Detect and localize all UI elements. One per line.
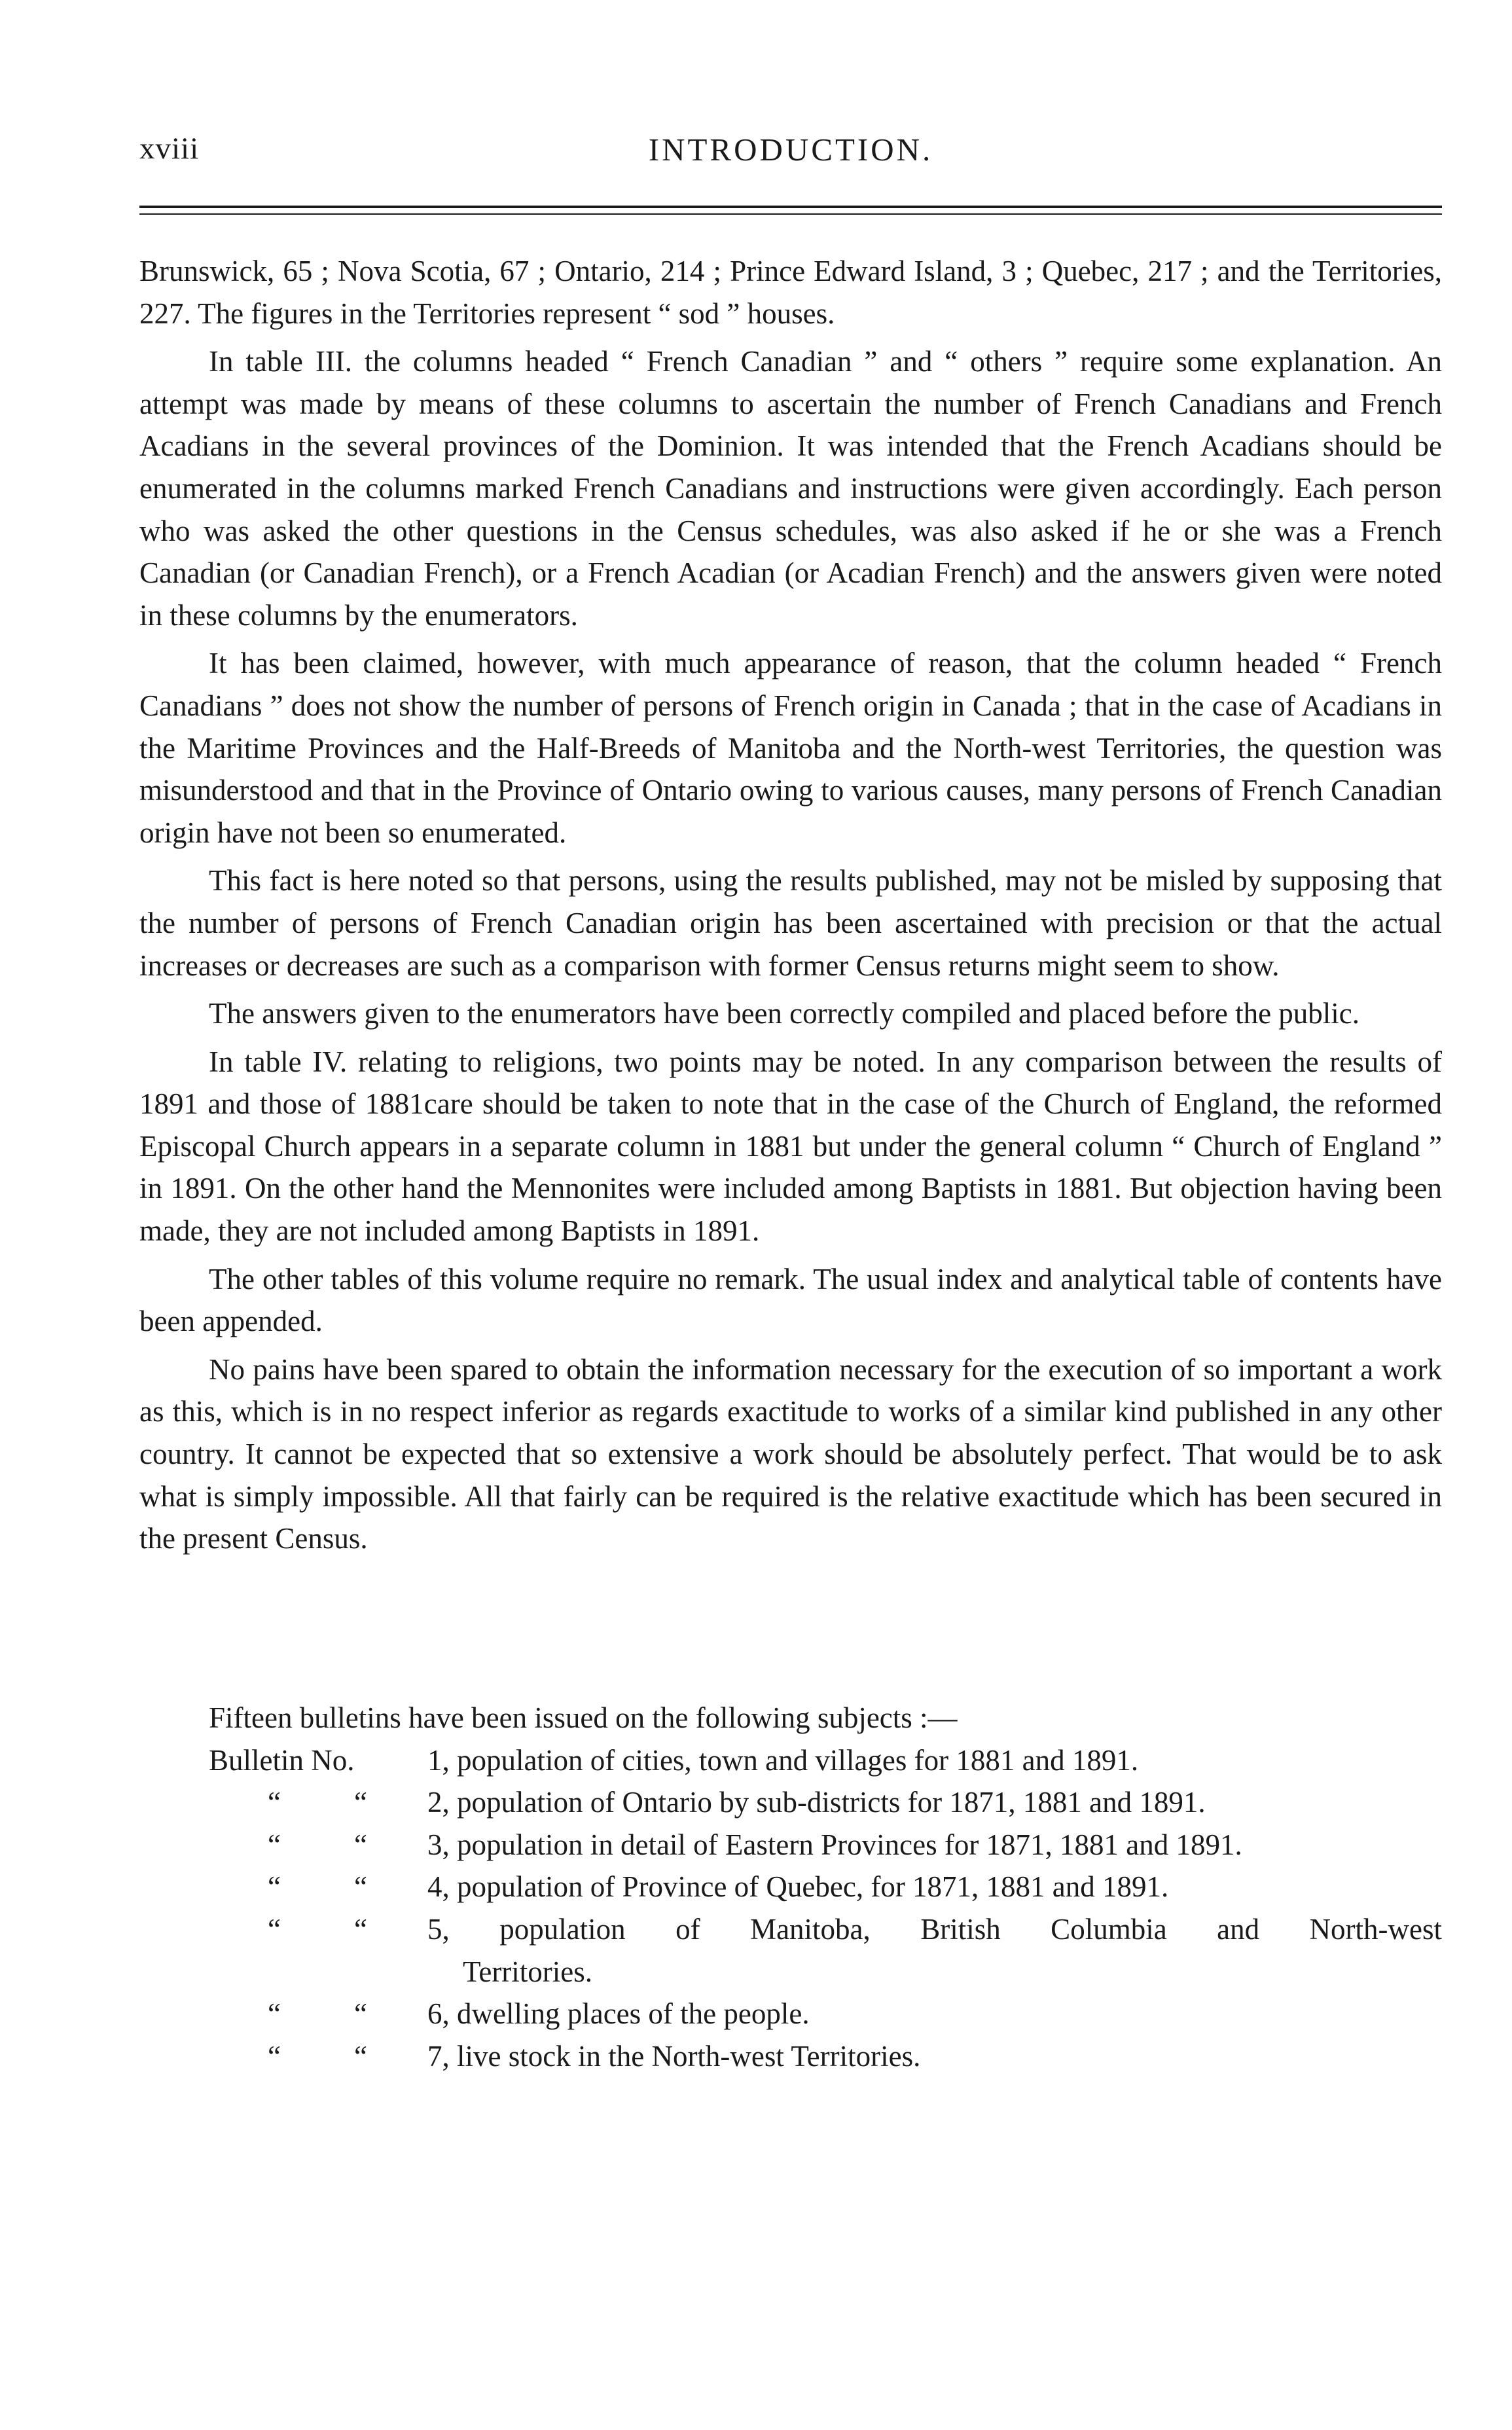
bulletin-list [139, 1697, 1442, 2077]
bulletin-item: 7, live stock in the North-west Territories. [427, 2039, 921, 2073]
bulletin-item: 6, dwelling places of the people. [427, 1997, 810, 2031]
ditto-mark: “ [354, 1997, 367, 2031]
bulletin-item: 4, population of Province of Quebec, for 1871, 1881 and 1891. [427, 1870, 1169, 1904]
list-item [139, 1993, 1442, 2035]
ditto-mark: “ [354, 1870, 367, 1904]
ditto-mark: “ [354, 1786, 367, 1819]
paragraph-continued: Brunswick, 65 ; Nova Scotia, 67 ; Ontario, 214 ; Prince Edward Island, 3 ; Quebec, 217 ; and the Territories, 227. The figures in the Territories represent “ sod ” houses. [139, 255, 1442, 330]
ditto-mark: “ [354, 2039, 367, 2073]
page-header [139, 131, 1442, 177]
bulletin-intro: Fifteen bulletins have been issued on the following subjects :— [209, 1701, 958, 1734]
list-item [139, 1739, 1442, 1782]
paragraph-table-iv: In table IV. relating to religions, two points may be noted. In any comparison between the results of 1891 and those of 1881care should be taken to note that in the case of the Church of England, the reformed Episcopal Church appears in a separate column in 1881 but under the general column “ Church of England ” in 1891. On the other hand the Mennonites were included among Baptists in 1881. But objection having been made, they are not included among Baptists in 1891. [139, 1045, 1442, 1248]
ditto-mark: “ [268, 1912, 281, 1946]
bulletin-label: Bulletin No. [209, 1743, 355, 1777]
paragraph-no-pains: No pains have been spared to obtain the information necessary for the execution of so important a work as this, which is in no respect inferior as regards exactitude to works of a similar kind published in any other country. It cannot be expected that so extensive a work should be absolutely perfect. That would be to ask what is simply impossible. All that fairly can be required is the relative exactitude which has been secured in the present Census. [139, 1352, 1442, 1555]
page-number: xviii [139, 132, 200, 166]
ditto-mark: “ [354, 1828, 367, 1861]
ditto-mark: “ [268, 1786, 281, 1819]
ditto-mark: “ [268, 2039, 281, 2073]
bulletin-item: 1, population of cities, town and villages for 1881 and 1891. [427, 1743, 1139, 1777]
header-rule [139, 206, 1442, 208]
list-item [139, 1781, 1442, 1824]
running-title: INTRODUCTION. [648, 132, 933, 168]
bulletin-item: 5, population of Manitoba, British Columbia and North-west [427, 1912, 1442, 1946]
paragraph-french-origin: It has been claimed, however, with much appearance of reason, that the column headed “ French Canadians ” does not show the number of persons of French origin in Canada ; that in the case of Acadians in the Maritime Provinces and the Half-Breeds of Manitoba and the North-west Territories, the question was misunderstood and that in the Province of Ontario owing to various causes, many persons of French Canadian origin have not been so enumerated. [139, 647, 1442, 849]
header-rule-thin [139, 213, 1442, 215]
bulletin-item-continuation: Territories. [463, 1955, 593, 1988]
paragraph-table-iii: In table III. the columns headed “ French Canadian ” and “ others ” require some explanation. An attempt was made by means of these columns to ascertain the number of French Canadians and French Acadians in the several provinces of the Dominion. It was intended that the French Acadians should be enumerated in the columns marked French Canadians and instructions were given accordingly. Each person who was asked the other questions in the Census schedules, was also asked if he or she was a French Canadian (or Canadian French), or a French Acadian (or Acadian French) and the answers given were noted in these columns by the enumerators. [139, 345, 1442, 632]
list-item [139, 1866, 1442, 1908]
ditto-mark: “ [268, 1997, 281, 2031]
paragraph-answers: The answers given to the enumerators have been correctly compiled and placed before the public. [209, 997, 1360, 1030]
list-item [139, 1908, 1442, 1951]
ditto-mark: “ [268, 1870, 281, 1904]
body-text [139, 250, 1442, 1566]
list-item [139, 2035, 1442, 2078]
paragraph-noted: This fact is here noted so that persons, using the results published, may not be misled by supposing that the number of persons of French Canadian origin has been ascertained with precision or that the actual increases or decreases are such as a comparison with former Census returns might seem to show. [139, 864, 1442, 982]
ditto-mark: “ [268, 1828, 281, 1861]
bulletin-item: 3, population in detail of Eastern Provinces for 1871, 1881 and 1891. [427, 1828, 1242, 1861]
paragraph-other-tables: The other tables of this volume require no remark. The usual index and analytical table of contents have been appended. [139, 1262, 1442, 1338]
ditto-mark: “ [354, 1912, 367, 1946]
bulletin-item: 2, population of Ontario by sub-districts for 1871, 1881 and 1891. [427, 1786, 1206, 1819]
list-item [139, 1824, 1442, 1866]
